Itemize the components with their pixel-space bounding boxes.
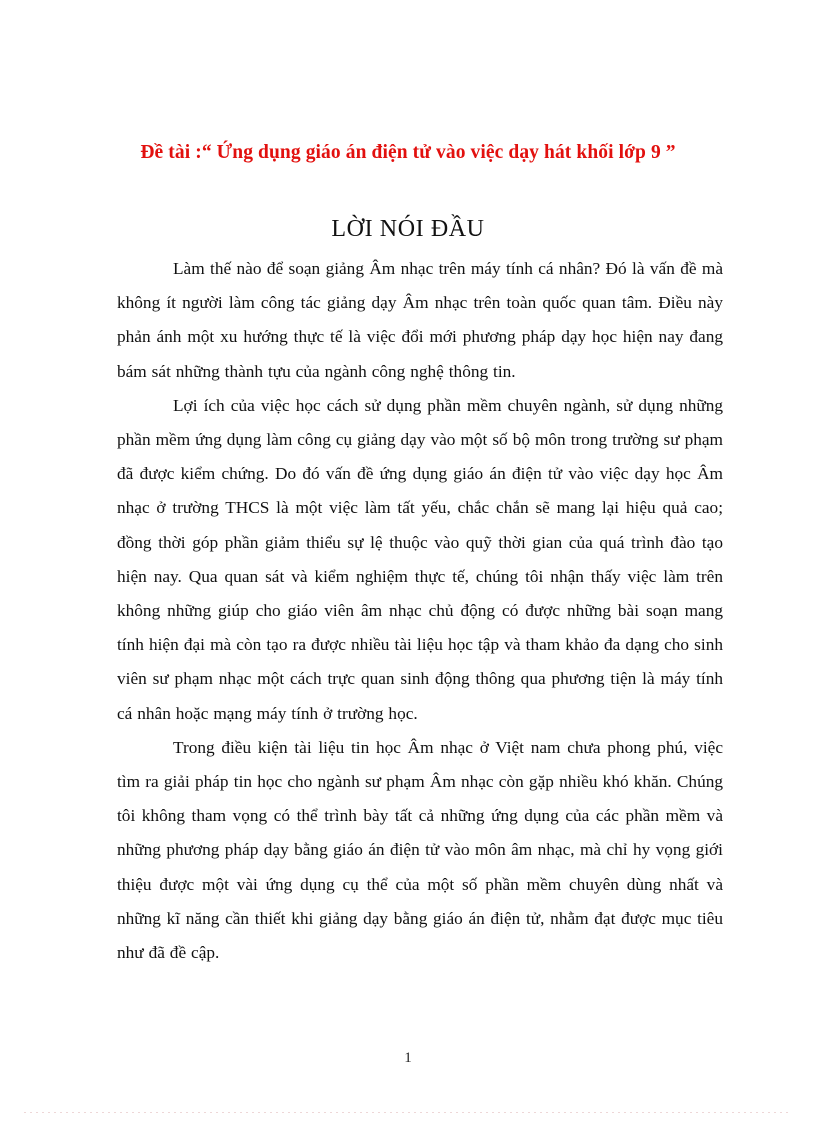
- paragraph: Lợi ích của việc học cách sử dụng phần mềm chuyên ngành, sử dụng những phần mềm ứng dụng làm công cụ giảng dạy vào một số bộ môn trong trường sư phạm đã được kiểm chứng. Do đó vấn đề ứng dụng giáo án điện tử vào việc dạy học Âm nhạc ở trường THCS là một việc làm tất yếu, chắc chắn sẽ mang lại hiệu quả cao; đồng thời góp phần giảm thiểu sự lệ thuộc vào quỹ thời gian của quá trình đào tạo hiện nay. Qua quan sát và kiểm nghiệm thực tế, chúng tôi nhận thấy việc làm trên không những giúp cho giáo viên âm nhạc chủ động có được những bài soạn mang tính hiện đại mà còn tạo ra được nhiều tài liệu học tập và tham khảo đa dạng cho sinh viên sư phạm nhạc một cách trực quan sinh động thông qua phương tiện là máy tính cá nhân hoặc mạng máy tính ở trường học.: [117, 395, 723, 723]
- page-title: Đề tài :“ Ứng dụng giáo án điện tử vào việc dạy hát khối lớp 9 ”: [140, 142, 676, 164]
- section-heading-preface: LỜI NÓI ĐẦU: [331, 215, 485, 242]
- scan-artifact-divider: [24, 1112, 792, 1113]
- paragraph: Làm thế nào để soạn giảng Âm nhạc trên máy tính cá nhân? Đó là vấn đề mà không ít người làm công tác giảng dạy Âm nhạc trên toàn quốc quan tâm. Điều này phản ánh một xu hướng thực tế là việc đổi mới phương pháp dạy học hiện nay đang bám sát những thành tựu của ngành công nghệ thông tin.: [117, 259, 723, 381]
- body-text-block: [117, 252, 723, 970]
- page-number: 1: [404, 1050, 412, 1066]
- paragraph: Trong điều kiện tài liệu tin học Âm nhạc ở Việt nam chưa phong phú, việc tìm ra giải pháp tin học cho ngành sư phạm Âm nhạc còn gặp nhiều khó khăn. Chúng tôi không tham vọng có thể trình bày tất cả những ứng dụng của các phần mềm và những phương pháp dạy bằng giáo án điện tử vào môn âm nhạc, mà chỉ hy vọng giới thiệu được một vài ứng dụng cụ thể của một số phần mềm chuyên dùng nhất và những kĩ năng cần thiết khi giảng dạy bằng giáo án điện tử, nhằm đạt được mục tiêu như đã đề cập.: [117, 737, 723, 963]
